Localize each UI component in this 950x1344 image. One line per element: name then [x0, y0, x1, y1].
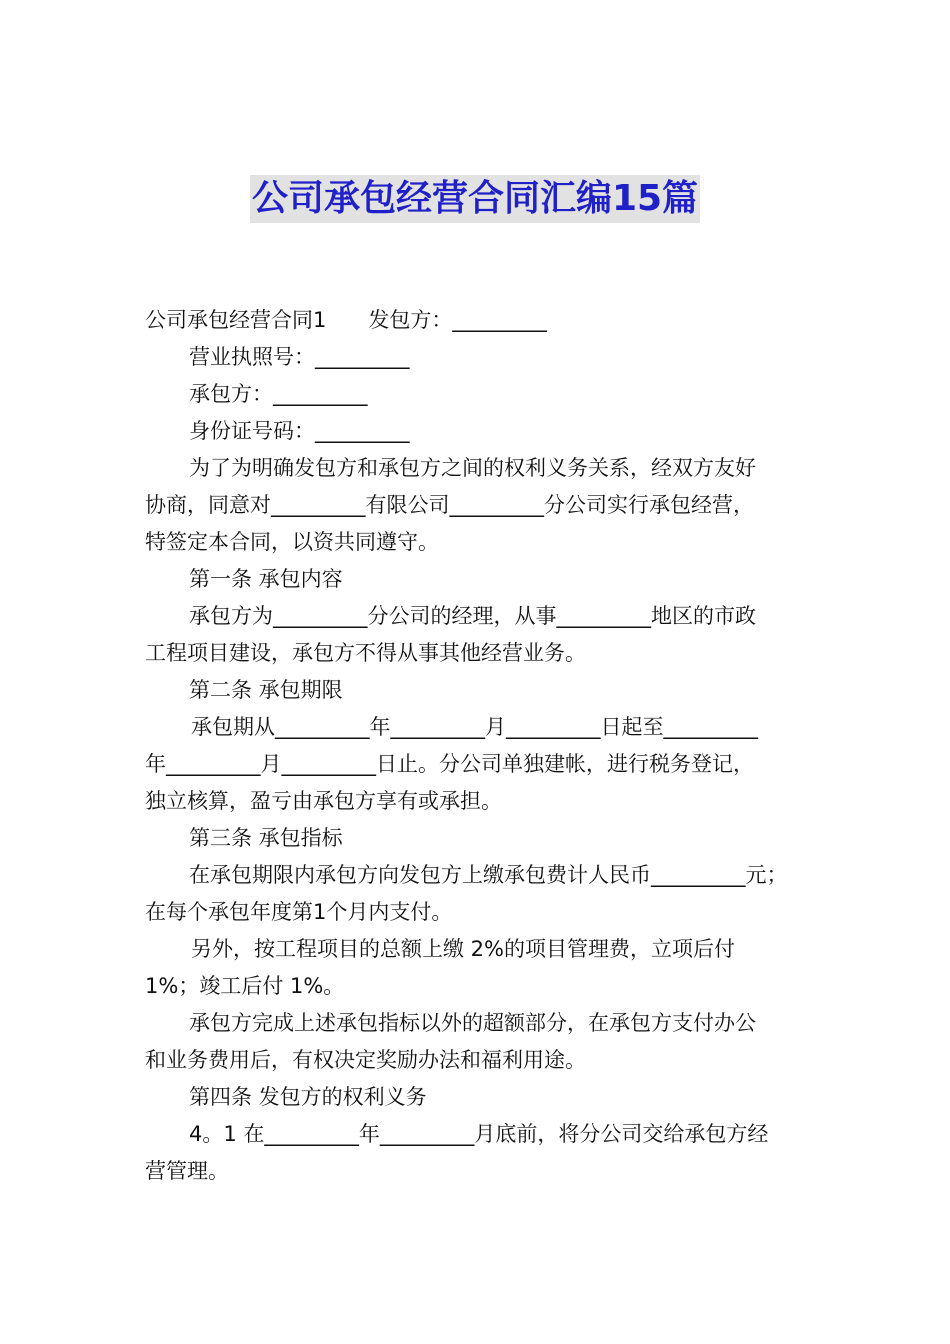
section-heading: 第三条 承包指标 — [189, 826, 343, 850]
document-body — [145, 302, 810, 1190]
paragraph-line: 1%；竣工后付 1%。 — [145, 974, 345, 998]
paragraph-line: 协商，同意对_________有限公司_________分公司实行承包经营， — [145, 493, 754, 517]
section-heading: 第二条 承包期限 — [189, 678, 343, 702]
paragraph-line: 年_________月_________日止。分公司单独建帐，进行税务登记， — [145, 752, 754, 776]
paragraph-line: 承包方完成上述承包指标以外的超额部分，在承包方支付办公 — [189, 1011, 756, 1035]
document-title: 公司承包经营合同汇编15篇 — [250, 175, 700, 223]
employer-field: 发包方：_________ — [368, 308, 547, 332]
license-number-field: 营业执照号：_________ — [189, 345, 410, 369]
section-heading: 第一条 承包内容 — [189, 567, 343, 591]
paragraph-line: 独立核算，盈亏由承包方享有或承担。 — [145, 789, 502, 813]
paragraph-line: 特签定本合同，以资共同遵守。 — [145, 530, 439, 554]
paragraph-line: 另外，按工程项目的总额上缴 2%的项目管理费，立项后付 — [191, 937, 735, 961]
paragraph-line: 为了为明确发包方和承包方之间的权利义务关系，经双方友好 — [189, 456, 756, 480]
id-number-field: 身份证号码：_________ — [189, 419, 410, 443]
paragraph-line: 承包期从_________年_________月_________日起至_________ — [191, 715, 758, 739]
paragraph-line: 工程项目建设，承包方不得从事其他经营业务。 — [145, 641, 586, 665]
paragraph-line: 承包方为_________分公司的经理，从事_________地区的市政 — [189, 604, 756, 628]
paragraph-line — [145, 302, 810, 339]
document-title-wrap — [0, 175, 950, 223]
paragraph-line: 营管理。 — [145, 1159, 229, 1183]
contractor-field: 承包方：_________ — [189, 382, 368, 406]
section-heading: 第四条 发包方的权利义务 — [189, 1085, 427, 1109]
contract-heading: 公司承包经营合同1 — [145, 308, 327, 332]
paragraph-line: 和业务费用后，有权决定奖励办法和福利用途。 — [145, 1048, 586, 1072]
paragraph-line: 在每个承包年度第1个月内支付。 — [145, 900, 453, 924]
paragraph-line: 在承包期限内承包方向发包方上缴承包费计人民币_________元； — [189, 863, 788, 887]
paragraph-line: 4。1 在_________年_________月底前，将分公司交给承包方经 — [189, 1122, 769, 1146]
